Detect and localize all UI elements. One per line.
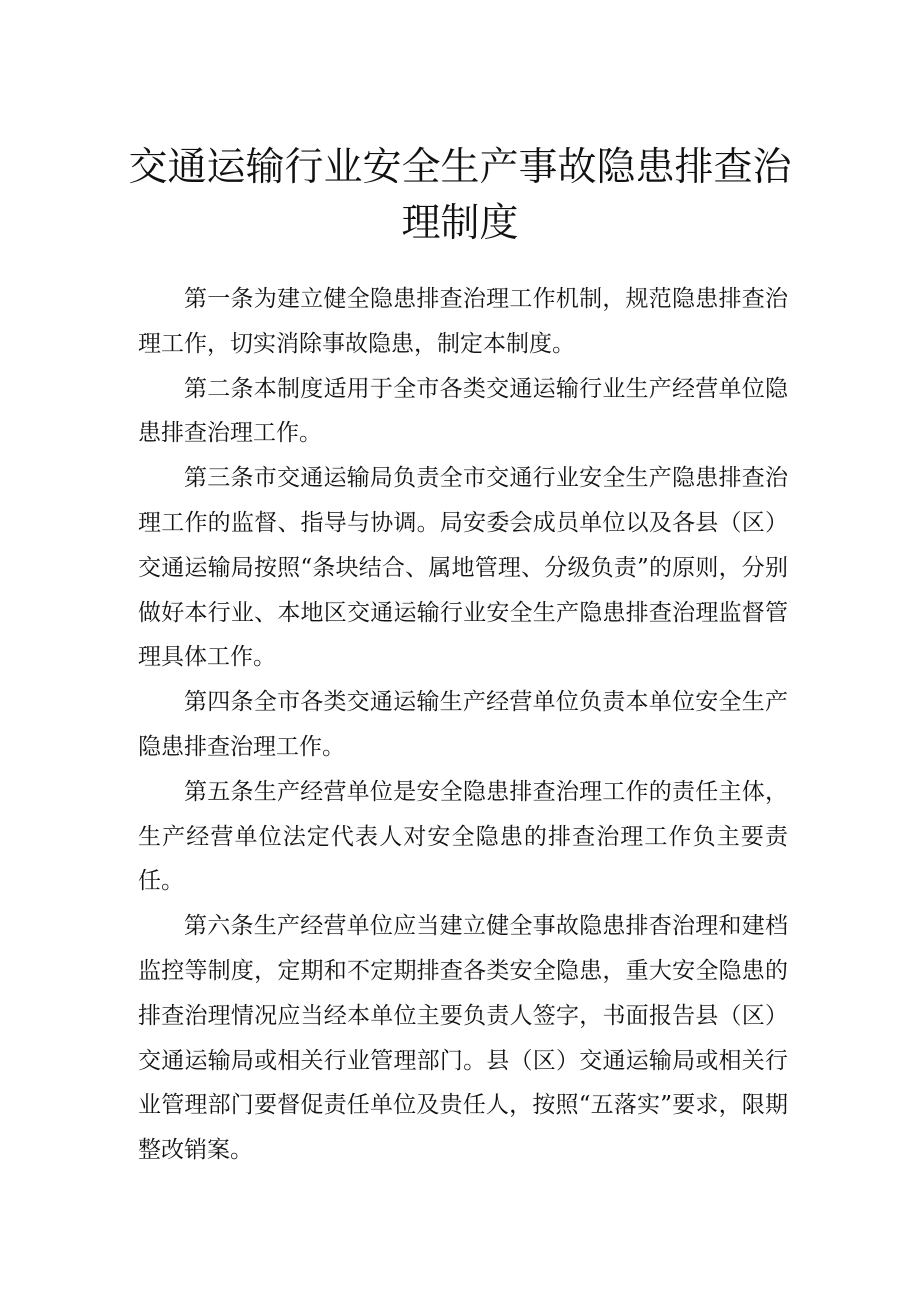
- document-title-line-2: 理制度: [401, 201, 519, 246]
- article-5: 第五条生产经营单位是安全隐患排查治理工作的责任主体，生产经营单位法定代表人对安全隐患的排查治理工作负主要责任。: [138, 778, 788, 895]
- document-body: [138, 277, 788, 1173]
- article-6: 第六条生产经营单位应当建立健全事故隐患排杳治理和建档监控等制度，定期和不定期排查各类安全隐患，重大安全隐患的排查治理情况应当经本单位主要负责人签字，书面报告县（区）交通运输局或相关行业管理部门。县（区）交通运输局或相关行业管理部门要督促责任单位及贵任人，按照“五落实”要求，限期整改销案。: [138, 913, 788, 1164]
- article-3: 第三条市交通运输局负责全市交通行业安全生产隐患排查治理工作的监督、指导与协调。局安委会成员单位以及各县（区）交通运输局按照“条块结合、属地管理、分级负责”的原则，分别做好本行业、本地区交通运输行业安全生产隐患排查治理监督管理具体工作。: [138, 465, 788, 671]
- article-1: 第一条为建立健全隐患排查治理工作机制，规范隐患排查治理工作，切实消除事故隐患，制定本制度。: [138, 286, 788, 357]
- document-title: [100, 140, 820, 252]
- article-2: 第二条本制度适用于全市各类交通运输行业生产经营单位隐患排查治理工作。: [138, 375, 788, 447]
- article-4: 第四条全市各类交通运输生产经营单位负责本单位安全生产隐患排查治理工作。: [138, 689, 788, 760]
- document-title-line-1: 交通运输行业安全生产事故隐患排查治: [128, 145, 792, 190]
